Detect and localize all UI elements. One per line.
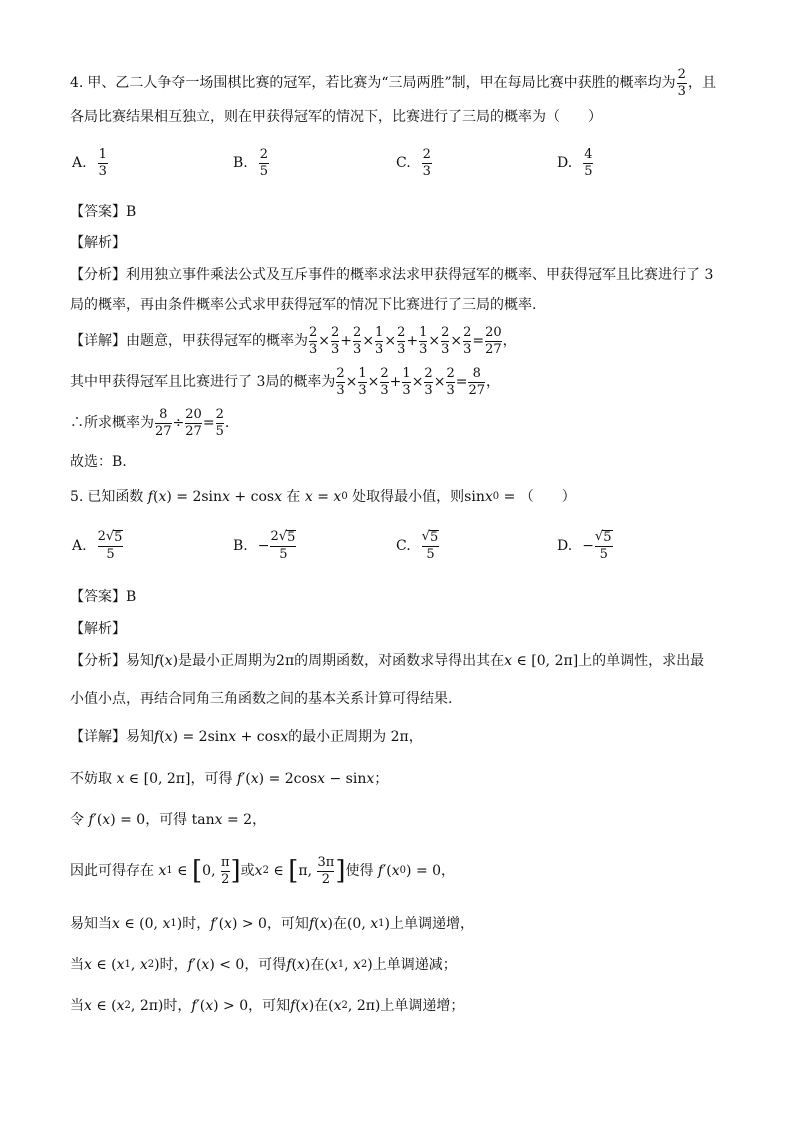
q5-detail-line-4: 因此可得存在 x 1 ∈ [ 0, $\frac{\pi}{2}$ ] 或 x 2 ∈ [ π, $\frac{3\pi}{2}$ ] 使得 f ′( x 0 ) = 0， xyxy=(70,854,456,887)
q4-detail-line-1: 【详解】 由题意，甲获得冠军的概率为 $\frac{2}{3}$ × $\frac{2}{3}$ + $\frac{2}{3}$ × $\frac{1}{3}$ × $\frac{2}{3}$ + $\frac{1}{3}$ × $\frac{2}{3}$ × $\frac{2}{3}$ = $\frac{20}{27}$ ， xyxy=(70,324,517,357)
q5-option-a[interactable]: A. 2√ 5 5 xyxy=(72,529,123,562)
q5-detail-line-3: 令 f ′( x ) = 0 ，可得 tan x = 2， xyxy=(70,812,267,828)
q5-stem: 5. 已知函数 f ( x ) = 2sin x + cos x 在 x = x 0 处取得最小值，则 sin x 0 = （ ） xyxy=(70,489,576,505)
q4-option-d[interactable]: D. $\frac{4}{5}$ xyxy=(557,147,593,179)
q4-analysis-heading: 【解析】 xyxy=(70,235,126,251)
q4-stem-line-1: 4. 甲、乙二人争夺一场围棋比赛的冠军，若比赛为“三局两胜”制，甲在每局比赛中获胜的概率均为 $\frac{2}{3}$ ，且 xyxy=(70,66,716,99)
q4-prob-fraction: $\frac{2}{3}$ xyxy=(677,66,686,99)
q5-option-c[interactable]: C. √ 5 5 xyxy=(396,529,439,562)
q4-stem-line-2: 各局比赛结果相互独立，则在甲获得冠军的情况下，比赛进行了三局的概率为（ ） xyxy=(70,109,602,125)
q4-answer: 【答案】 B xyxy=(70,204,137,220)
q5-analysis-heading: 【解析】 xyxy=(70,621,126,637)
q4-stem-text: 甲、乙二人争夺一场围棋比赛的冠军，若比赛为“三局两胜”制，甲在每局比赛中获胜的概率均为 xyxy=(87,75,676,91)
q5-option-b[interactable]: B. − 2√ 5 5 xyxy=(233,529,296,562)
q5-detail-line-7: 当 x ∈ ( x 2 , 2π) 时， f ′( x ) > 0 ，可知 f ( x ) 在 ( x 2 , 2π) 上单调递增； xyxy=(70,998,465,1014)
q5-option-d[interactable]: D. − √ 5 5 xyxy=(557,529,612,562)
q4-option-a[interactable]: A. $\frac{1}{3}$ xyxy=(72,147,107,179)
q4-detail-line-2: 其中甲获得冠军且比赛进行了 3局的概率为 $\frac{2}{3}$ × $\frac{1}{3}$ × $\frac{2}{3}$ + $\frac{1}{3}$ × $\frac{2}{3}$ × $\frac{2}{3}$ = $\frac{8}{27}$ ， xyxy=(70,365,500,398)
q4-detail-line-3: ∴所求概率为 $\frac{8}{27}$ ÷ $\frac{20}{27}$ = $\frac{2}{5}$ . xyxy=(70,406,230,439)
q5-detail-line-6: 当 x ∈ ( x 1 , x 2 ) 时， f ′( x ) < 0 ，可得 f ( x ) 在 ( x 1 , x 2 ) 上单调递减； xyxy=(70,957,457,973)
q4-fenxi-line-2: 局的概率，再由条件概率公式求甲获得冠军的情况下比赛进行了三局的概率. xyxy=(70,297,537,313)
q5-fenxi-line-1: 【分析】 易知 f ( x ) 是最小正周期为 2π 的周期函数，对函数求导得出其在 x ∈ [0, 2π] 上的单调性，求出最 xyxy=(70,653,705,669)
q4-option-c[interactable]: C. $\frac{2}{3}$ xyxy=(396,147,431,179)
q4-fenxi-line-1: 【分析】 利用独立事件乘法公式及互斥事件的概率求法求甲获得冠军的概率、甲获得冠军且比赛进行了 3 xyxy=(70,267,714,283)
q4-conclusion: 故选：B. xyxy=(70,454,127,470)
q5-detail-line-1: 【详解】 易知 f ( x ) = 2sin x + cos x 的最小正周期为 2π， xyxy=(70,729,423,745)
q5-detail-line-5: 易知当 x ∈ (0, x 1 ) 时， f ′( x ) > 0 ，可知 f ( x ) 在 (0, x 1 ) 上单调递增， xyxy=(70,916,474,932)
q5-answer: 【答案】 B xyxy=(70,589,137,605)
q4-option-b[interactable]: B. $\frac{2}{5}$ xyxy=(233,147,269,179)
q5-fenxi-line-2: 小值小点，再结合同角三角函数之间的基本关系计算可得结果. xyxy=(70,691,453,707)
q4-number: 4. xyxy=(70,75,84,91)
q5-detail-line-2: 不妨取 x ∈ [0, 2π] ，可得 f ′( x ) = 2cos x − sin x ； xyxy=(70,771,389,787)
